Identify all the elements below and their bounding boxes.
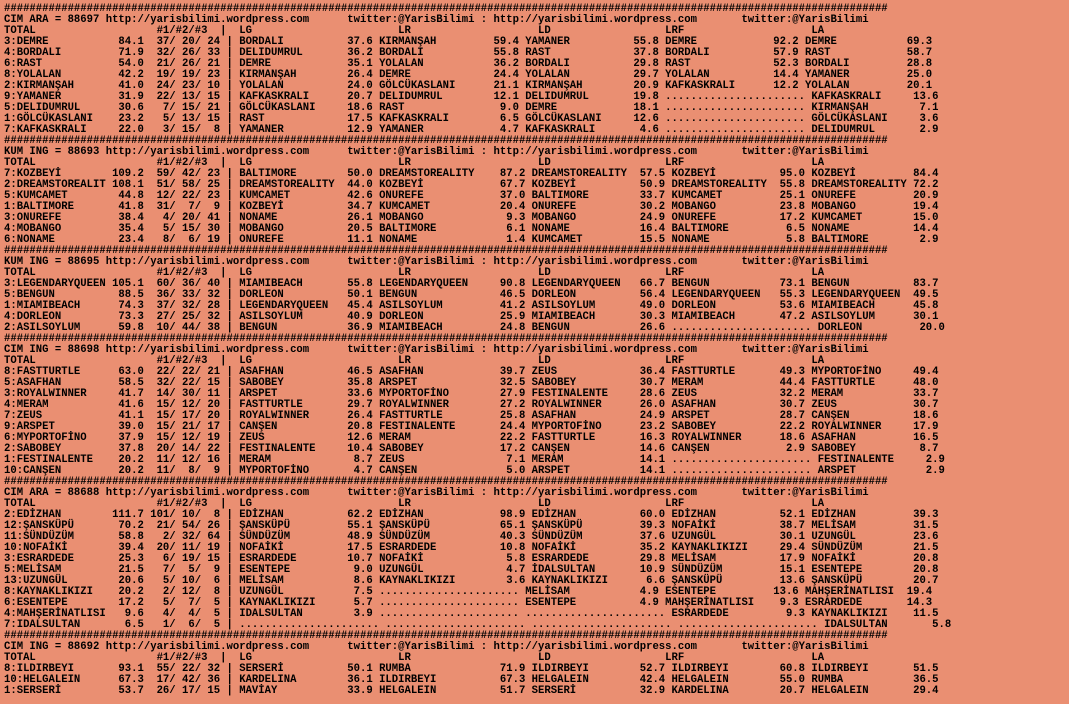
report-row: 3:DEMRE 84.1 37/ 20/ 24 | BORDALI 37.6 KIRMANŞAH 59.4 YAMANER 55.8 DEMRE 92.2 DEMRE 69.3 — [4, 36, 933, 48]
report-row: 9:ARSPET 39.0 15/ 21/ 17 | CANŞEN 20.8 FESTINALENTE 24.4 MYPORTOFİNO 23.2 SABOBEY 22.2 ROYALWINNER 17.9 — [4, 421, 939, 433]
report-row: 6:MYPORTOFİNO 37.9 15/ 12/ 19 | ZEUS 12.6 MERAM 22.2 FASTTURTLE 16.3 ROYALWINNER 18.6 ASAFHAN 16.5 — [4, 432, 939, 444]
column-headers: TOTAL #1/#2/#3 | LG LR LD LRF LA — [4, 652, 825, 664]
report-row: 5:BENGUN 88.5 36/ 33/ 32 | DORLEON 50.1 BENGUN 46.5 DORLEON 56.4 LEGENDARYQUEEN 55.3 LEGENDARYQUEEN 49.5 — [4, 289, 939, 301]
column-headers: TOTAL #1/#2/#3 | LG LR LD LRF LA — [4, 157, 825, 169]
separator-line: ########################################################################################################################################### — [4, 476, 888, 488]
report-row: 8:ILDIRBEYI 93.1 55/ 22/ 32 | SERSERİ 50.1 RUMBA 71.9 ILDIRBEYI 52.7 ILDIRBEYI 60.8 ILDIRBEYI 51.5 — [4, 663, 939, 675]
report-row: 4:DORLEON 73.3 27/ 25/ 32 | ASILSOYLUM 40.9 DORLEON 25.9 MIAMIBEACH 30.3 MIAMIBEACH 47.2 ASILSOYLUM 30.1 — [4, 311, 939, 323]
race-header: KUM ING = 88695 http://yarisbilimi.wordpress.com twitter:@YarisBilimi : http://yarisbilimi.wordpress.com twitter:@YarisBilimi — [4, 256, 869, 268]
report-row: 5:ASAFHAN 58.5 32/ 22/ 15 | SABOBEY 35.8 ARSPET 32.5 SABOBEY 30.7 MERAM 44.4 FASTTURTLE 48.0 — [4, 377, 939, 389]
column-headers: TOTAL #1/#2/#3 | LG LR LD LRF LA — [4, 498, 825, 510]
separator-line: ########################################################################################################################################### — [4, 3, 888, 15]
race-header: CIM ING = 88692 http://yarisbilimi.wordpress.com twitter:@YarisBilimi : http://yarisbilimi.wordpress.com twitter:@YarisBilimi — [4, 641, 869, 653]
report-row: 7:IDALSULTAN 6.5 1/ 6/ 5 | ...................... ...................... ...................... ...................... IDALSULTAN 5.8 — [4, 619, 952, 631]
report-row: 7:ZEUS 41.1 15/ 17/ 20 | ROYALWINNER 26.4 FASTTURTLE 25.8 ASAFHAN 24.9 ARSPET 28.7 CANŞEN 18.6 — [4, 410, 939, 422]
report-row: 4:MERAM 41.6 15/ 12/ 20 | FASTTURTLE 29.7 ROYALWINNER 27.2 ROYALWINNER 26.0 ASAFHAN 30.7 ZEUS 30.7 — [4, 399, 939, 411]
report-row: 2:SABOBEY 37.8 20/ 14/ 22 | FESTINALENTE 10.4 SABOBEY 17.2 CANŞEN 14.6 CANŞEN 2.9 SABOBEY 8.7 — [4, 443, 939, 455]
report-row: 2:DREAMSTOREALIT 108.1 51/ 58/ 25 | DREAMSTOREALITY 44.0 KOZBEYİ 67.7 KOZBEYİ 50.9 DREAMSTOREALITY 55.8 DREAMSTOREALITY 72.2 — [4, 179, 939, 191]
report-row: 2:EDİZHAN 111.7 101/ 10/ 8 | EDİZHAN 62.2 EDİZHAN 98.9 EDİZHAN 60.0 EDİZHAN 52.1 EDİZHAN 39.3 — [4, 509, 939, 521]
race-statistics-report — [4, 4, 951, 697]
report-row: 5:KUMCAMET 44.8 12/ 22/ 23 | KUMCAMET 42.6 ONUREFE 37.0 BALTIMORE 33.7 KUMCAMET 25.1 ONUREFE 20.9 — [4, 190, 939, 202]
report-row: 11:SÜNDÜZÜM 58.8 2/ 32/ 64 | SÜNDÜZÜM 48.9 SÜNDÜZÜM 40.3 SÜNDÜZÜM 37.6 UZUNGÜL 30.1 UZUNGÜL 23.6 — [4, 531, 939, 543]
report-row: 12:ŞANSKÜPÜ 70.2 21/ 54/ 26 | ŞANSKÜPÜ 55.1 ŞANSKÜPÜ 65.1 ŞANSKÜPÜ 39.3 NOFAİKİ 38.7 MELİSAM 31.5 — [4, 520, 939, 532]
report-row: 1:FESTINALENTE 20.2 11/ 12/ 16 | MERAM 8.7 ZEUS 7.1 MERAM 14.1 ...................... FESTINALENTE 2.9 — [4, 454, 945, 466]
report-row: 1:GÖLCÜKASLANI 23.2 5/ 13/ 15 | RAST 17.5 KAFKASKRALI 6.5 GÖLCÜKASLANI 12.6 ...................... GÖLCÜKASLANI 3.6 — [4, 113, 939, 125]
report-row: 8:FASTTURTLE 63.0 22/ 22/ 21 | ASAFHAN 46.5 ASAFHAN 39.7 ZEUS 36.4 FASTTURTLE 49.3 MYPORTOFİNO 49.4 — [4, 366, 939, 378]
report-row: 3:ONUREFE 38.4 4/ 20/ 41 | NONAME 26.1 MOBANGO 9.3 MOBANGO 24.9 ONUREFE 17.2 KUMCAMET 15.0 — [4, 212, 939, 224]
race-header: CIM ARA = 88697 http://yarisbilimi.wordpress.com twitter:@YarisBilimi : http://yarisbilimi.wordpress.com twitter:@YarisBilimi — [4, 14, 869, 26]
report-row: 10:HELGALEIN 67.3 17/ 42/ 36 | KARDELINA 36.1 ILDIRBEYI 67.3 HELGALEIN 42.4 HELGALEIN 55.0 RUMBA 36.5 — [4, 674, 939, 686]
column-headers: TOTAL #1/#2/#3 | LG LR LD LRF LA — [4, 267, 825, 279]
report-row: 3:LEGENDARYQUEEN 105.1 60/ 36/ 40 | MIAMIBEACH 55.8 LEGENDARYQUEEN 90.8 LEGENDARYQUEEN 66.7 BENGUN 73.1 BENGUN 83.7 — [4, 278, 939, 290]
race-header: CIM ARA = 88688 http://yarisbilimi.wordpress.com twitter:@YarisBilimi : http://yarisbilimi.wordpress.com twitter:@YarisBilimi — [4, 487, 869, 499]
report-row: 1:BALTIMORE 41.8 31/ 7/ 9 | KOZBEYİ 34.7 KUMCAMET 20.4 ONUREFE 30.2 MOBANGO 23.8 MOBANGO 19.4 — [4, 201, 939, 213]
report-row: 5:MELİSAM 21.5 7/ 5/ 9 | ESENTEPE 9.0 UZUNGÜL 4.7 İDALSULTAN 10.9 SÜNDÜZÜM 15.1 ESENTEPE 20.8 — [4, 564, 939, 576]
separator-line: ########################################################################################################################################### — [4, 245, 888, 257]
report-row: 4:MOBANGO 35.4 5/ 15/ 30 | MOBANGO 20.5 BALTIMORE 6.1 NONAME 16.4 BALTIMORE 6.5 NONAME 14.4 — [4, 223, 939, 235]
report-row: 1:MIAMIBEACH 74.3 37/ 32/ 28 | LEGENDARYQUEEN 45.4 ASILSOYLUM 41.2 ASILSOYLUM 49.0 DORLEON 53.6 MIAMIBEACH 45.8 — [4, 300, 939, 312]
separator-line: ########################################################################################################################################### — [4, 333, 888, 345]
report-row: 2:ASILSOYLUM 59.8 10/ 44/ 38 | BENGUN 36.9 MIAMIBEACH 24.8 BENGUN 26.6 ...................... DORLEON 20.0 — [4, 322, 945, 334]
report-row: 6:ESENTEPE 17.2 5/ 7/ 5 | KAYNAKLIKIZI 5.7 ...................... ESENTEPE 4.9 MAHŞERİNATLISI 9.3 ESRARDEDE 14.3 — [4, 597, 933, 609]
report-row: 4:MAHŞERİNATLISI 9.6 4/ 4/ 5 | IDALSULTAN 3.9 ...................... ...................... ESRARDEDE 9.3 KAYNAKLIKIZI 11.5 — [4, 608, 939, 620]
report-row: 6:RAST 54.0 21/ 26/ 21 | DEMRE 35.1 YOLALAN 36.2 BORDALI 29.8 RAST 52.3 BORDALI 28.8 — [4, 58, 933, 70]
report-row: 9:YAMANER 31.9 22/ 13/ 15 | KAFKASKRALI 20.7 DELIDUMRUL 12.1 DELIDUMRUL 19.8 ...................... KAFKASKRALI 13.6 — [4, 91, 939, 103]
column-headers: TOTAL #1/#2/#3 | LG LR LD LRF LA — [4, 25, 825, 37]
report-row: 3:ESRARDEDE 25.3 6/ 19/ 15 | ESRARDEDE 10.7 NOFAİKİ 5.8 ESRARDEDE 29.8 MELİSAM 17.9 NOFAİKİ 20.8 — [4, 553, 939, 565]
report-row: 7:KOZBEYİ 109.2 59/ 42/ 23 | BALTIMORE 50.0 DREAMSTOREALITY 87.2 DREAMSTOREALITY 57.5 KOZBEYİ 95.0 KOZBEYİ 84.4 — [4, 168, 939, 180]
separator-line: ########################################################################################################################################### — [4, 630, 888, 642]
report-row: 6:NONAME 23.4 8/ 6/ 19 | ONUREFE 11.1 NONAME 1.4 KUMCAMET 15.5 NONAME 5.8 BALTIMORE 2.9 — [4, 234, 939, 246]
report-row: 1:SERSERİ 53.7 26/ 17/ 15 | MAVİAY 33.9 HELGALEIN 51.7 SERSERİ 32.9 KARDELINA 20.7 HELGALEIN 29.4 — [4, 685, 939, 697]
race-header: KUM ING = 88693 http://yarisbilimi.wordpress.com twitter:@YarisBilimi : http://yarisbilimi.wordpress.com twitter:@YarisBilimi — [4, 146, 869, 158]
report-row: 3:ROYALWINNER 41.7 14/ 30/ 11 | ARSPET 33.6 MYPORTOFİNO 27.9 FESTINALENTE 28.6 ZEUS 32.2 MERAM 33.7 — [4, 388, 939, 400]
report-row: 8:KAYNAKLIKIZI 20.2 2/ 12/ 8 | UZUNGÜL 7.5 ...................... MELİSAM 4.9 ESENTEPE 13.6 MAHŞERİNATLISI 19.4 — [4, 586, 933, 598]
report-row: 2:KIRMANŞAH 41.0 24/ 23/ 10 | YOLALAN 24.0 GÖLCÜKASLANI 21.1 KIRMANŞAH 20.9 KAFKASKRALI 12.2 YOLALAN 20.1 — [4, 80, 933, 92]
report-row: 5:DELIDUMRUL 30.6 7/ 15/ 21 | GÖLCÜKASLANI 18.6 RAST 9.0 DEMRE 18.1 ...................... KIRMANŞAH 7.1 — [4, 102, 939, 114]
report-row: 10:CANŞEN 20.2 11/ 8/ 9 | MYPORTOFİNO 4.7 CANŞEN 5.0 ARSPET 14.1 ...................... ARSPET 2.9 — [4, 465, 945, 477]
race-header: CIM ING = 88698 http://yarisbilimi.wordpress.com twitter:@YarisBilimi : http://yarisbilimi.wordpress.com twitter:@YarisBilimi — [4, 344, 869, 356]
report-row: 4:BORDALI 71.9 32/ 26/ 33 | DELIDUMRUL 36.2 BORDALI 55.8 RAST 37.8 BORDALI 57.9 RAST 58.7 — [4, 47, 933, 59]
separator-line: ########################################################################################################################################### — [4, 135, 888, 147]
report-row: 7:KAFKASKRALI 22.0 3/ 15/ 8 | YAMANER 12.9 YAMANER 4.7 KAFKASKRALI 4.6 ...................... DELIDUMRUL 2.9 — [4, 124, 939, 136]
report-row: 13:UZUNGÜL 20.6 5/ 10/ 6 | MELİSAM 8.6 KAYNAKLIKIZI 3.6 KAYNAKLIKIZI 6.6 ŞANSKÜPÜ 13.6 ŞANSKÜPÜ 20.7 — [4, 575, 939, 587]
report-row: 10:NOFAİKİ 39.4 20/ 11/ 19 | NOFAİKİ 17.5 ESRARDEDE 10.8 NOFAİKİ 35.2 KAYNAKLIKIZI 29.4 SÜNDÜZÜM 21.5 — [4, 542, 939, 554]
report-row: 8:YOLALAN 42.2 19/ 19/ 23 | KIRMANŞAH 26.4 DEMRE 24.4 YOLALAN 29.7 YOLALAN 14.4 YAMANER 25.0 — [4, 69, 933, 81]
column-headers: TOTAL #1/#2/#3 | LG LR LD LRF LA — [4, 355, 825, 367]
